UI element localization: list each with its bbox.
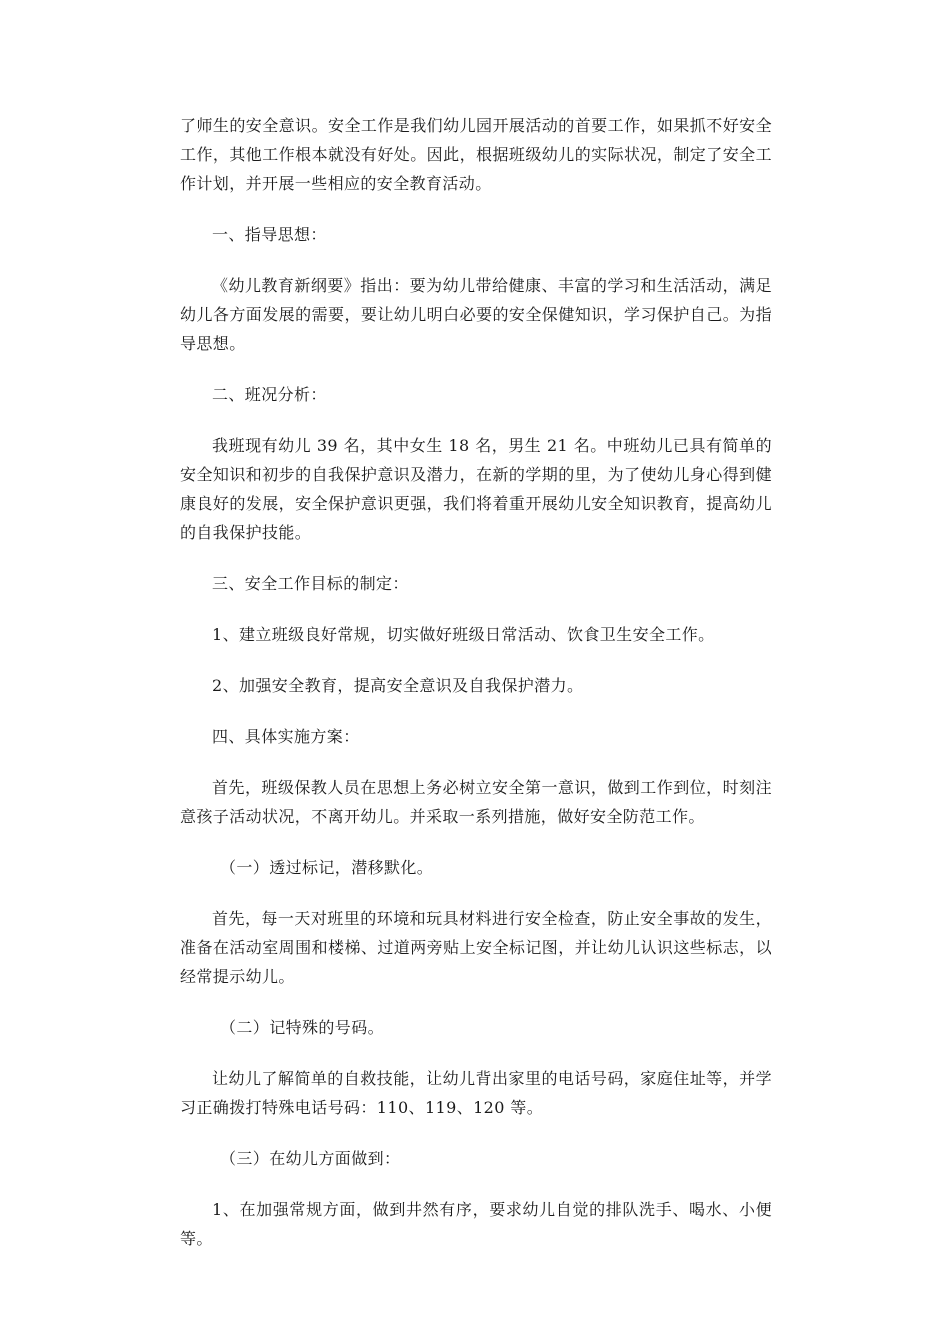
paragraph-children-1: 1、在加强常规方面，做到井然有序，要求幼儿自觉的排队洗手、喝水、小便等。 [180, 1200, 772, 1248]
subheading-numbers: （二）记特殊的号码。 [220, 1018, 385, 1037]
subheading-children: （三）在幼儿方面做到： [220, 1149, 401, 1168]
paragraph-marks: 首先，每一天对班里的环境和玩具材料进行安全检查，防止安全事故的发生，准备在活动室周围和楼梯、过道两旁贴上安全标记图，并让幼儿认识这些标志，以经常提示幼儿。 [180, 909, 772, 986]
paragraph-class-analysis: 我班现有幼儿 39 名，其中女生 18 名，男生 21 名。中班幼儿已具有简单的安全知识和初步的自我保护意识及潜力，在新的学期的里，为了使幼儿身心得到健康良好的发展，安全保护意识更强，我们将着重开展幼儿安全知识教育，提高幼儿的自我保护技能。 [180, 436, 772, 542]
heading-guiding-thought: 一、指导思想： [212, 225, 327, 244]
heading-class-analysis: 二、班况分析： [212, 385, 327, 404]
heading-implementation: 四、具体实施方案： [212, 727, 360, 746]
paragraph-numbers: 让幼儿了解简单的自救技能，让幼儿背出家里的电话号码，家庭住址等，并学习正确拨打特殊电话号码：110、119、120 等。 [180, 1069, 772, 1117]
document-body [180, 111, 772, 1275]
subheading-marks: （一）透过标记，潜移默化。 [220, 858, 434, 877]
paragraph-guiding-thought: 《幼儿教育新纲要》指出：要为幼儿带给健康、丰富的学习和生活活动，满足幼儿各方面发展的需要，要让幼儿明白必要的安全保健知识，学习保护自己。为指导思想。 [180, 276, 772, 353]
goal-item-2: 2、加强安全教育，提高安全意识及自我保护潜力。 [212, 676, 584, 695]
paragraph-intro: 了师生的安全意识。安全工作是我们幼儿园开展活动的首要工作，如果抓不好安全工作，其他工作根本就没有好处。因此，根据班级幼儿的实际状况，制定了安全工作计划，并开展一些相应的安全教育活动。 [180, 116, 772, 193]
heading-safety-goals: 三、安全工作目标的制定： [212, 574, 409, 593]
goal-item-1: 1、建立班级良好常规，切实做好班级日常活动、饮食卫生安全工作。 [212, 625, 715, 644]
paragraph-implementation: 首先，班级保教人员在思想上务必树立安全第一意识，做到工作到位，时刻注意孩子活动状况，不离开幼儿。并采取一系列措施，做好安全防范工作。 [180, 778, 772, 826]
